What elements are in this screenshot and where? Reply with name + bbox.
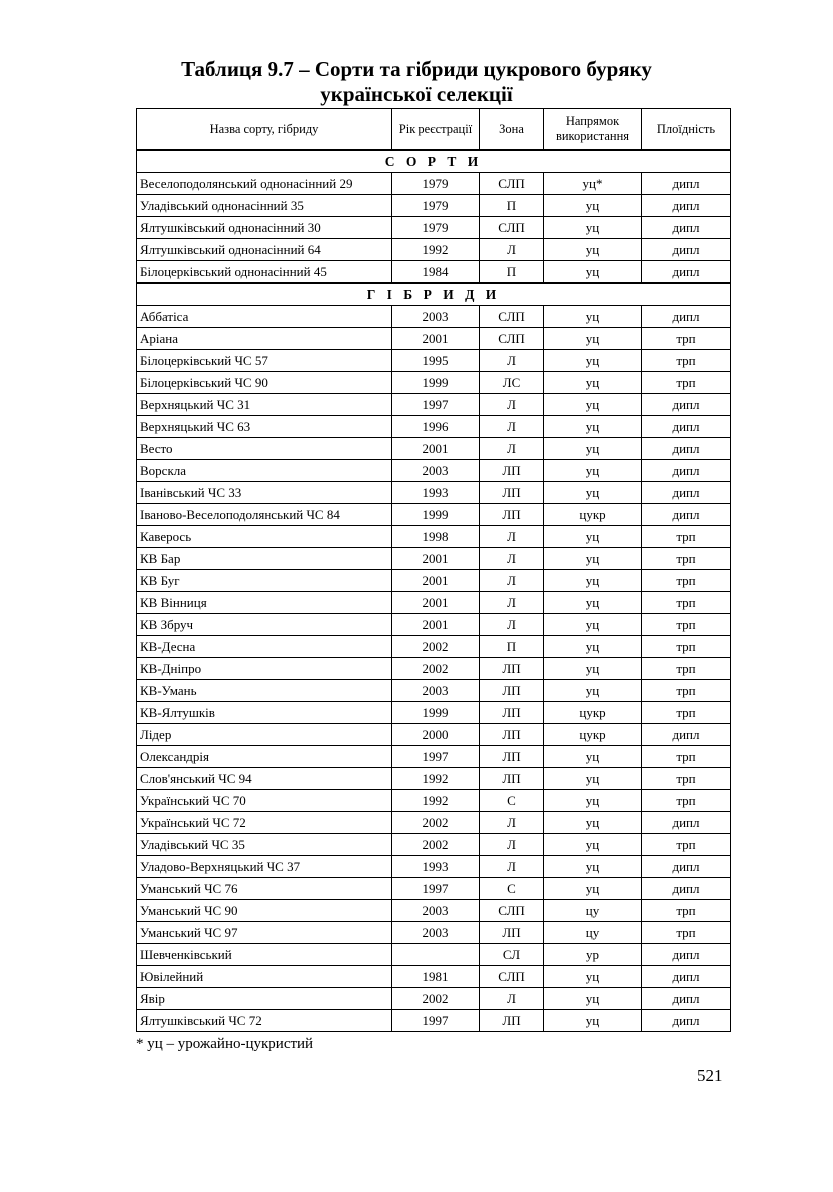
cell-use: уц xyxy=(544,988,642,1010)
cell-use: уц xyxy=(544,416,642,438)
table-row xyxy=(137,261,731,284)
cell-zone: СЛП xyxy=(480,217,544,239)
cell-zone: Л xyxy=(480,988,544,1010)
cell-name: Уладівський однонасінний 35 xyxy=(137,195,392,217)
cell-year: 2003 xyxy=(392,306,480,328)
cell-year: 1997 xyxy=(392,746,480,768)
cell-zone: Л xyxy=(480,350,544,372)
section-row xyxy=(137,150,731,173)
cell-zone: СЛП xyxy=(480,306,544,328)
cell-zone: Л xyxy=(480,526,544,548)
table-row xyxy=(137,548,731,570)
cell-zone: Л xyxy=(480,856,544,878)
cell-year: 1981 xyxy=(392,966,480,988)
cell-ploidy: трп xyxy=(642,570,731,592)
cell-use: уц xyxy=(544,658,642,680)
table-row xyxy=(137,614,731,636)
table-row xyxy=(137,526,731,548)
table-row xyxy=(137,746,731,768)
cell-zone: ЛП xyxy=(480,702,544,724)
table-row xyxy=(137,195,731,217)
cell-ploidy: дипл xyxy=(642,416,731,438)
table-row xyxy=(137,460,731,482)
table-row xyxy=(137,438,731,460)
table-row xyxy=(137,944,731,966)
table-title-line-1: Таблиця 9.7 – Сорти та гібриди цукрового буряку xyxy=(181,57,652,81)
cell-name: Лідер xyxy=(137,724,392,746)
table-row xyxy=(137,372,731,394)
header-year: Рік реєстрації xyxy=(392,109,480,151)
cell-ploidy: трп xyxy=(642,922,731,944)
cell-ploidy: трп xyxy=(642,768,731,790)
table-row xyxy=(137,768,731,790)
cell-zone: ЛП xyxy=(480,746,544,768)
cell-zone: Л xyxy=(480,812,544,834)
cell-ploidy: дипл xyxy=(642,438,731,460)
header-zone: Зона xyxy=(480,109,544,151)
cell-name: Слов'янський ЧС 94 xyxy=(137,768,392,790)
cell-ploidy: трп xyxy=(642,746,731,768)
cell-name: Аббатіса xyxy=(137,306,392,328)
cell-zone: СЛП xyxy=(480,900,544,922)
cell-name: Ворскла xyxy=(137,460,392,482)
cell-name: Уладівський ЧС 35 xyxy=(137,834,392,856)
cell-ploidy: дипл xyxy=(642,306,731,328)
cell-zone: Л xyxy=(480,394,544,416)
cell-use: уц xyxy=(544,746,642,768)
cell-name: Уманський ЧС 97 xyxy=(137,922,392,944)
varieties-table xyxy=(136,108,731,1032)
table-row xyxy=(137,922,731,944)
cell-use: уц xyxy=(544,680,642,702)
table-row xyxy=(137,482,731,504)
cell-use: уц xyxy=(544,570,642,592)
cell-year: 1999 xyxy=(392,702,480,724)
cell-ploidy: дипл xyxy=(642,261,731,284)
table-row xyxy=(137,966,731,988)
cell-use: уц xyxy=(544,526,642,548)
cell-use: уц xyxy=(544,261,642,284)
cell-zone: ЛП xyxy=(480,922,544,944)
cell-name: Верхняцький ЧС 31 xyxy=(137,394,392,416)
header-ploidy: Плоїдність xyxy=(642,109,731,151)
cell-use: уц xyxy=(544,768,642,790)
cell-ploidy: дипл xyxy=(642,217,731,239)
cell-ploidy: дипл xyxy=(642,988,731,1010)
cell-name: Ялтушківський однонасінний 64 xyxy=(137,239,392,261)
cell-ploidy: дипл xyxy=(642,195,731,217)
cell-name: Верхняцький ЧС 63 xyxy=(137,416,392,438)
cell-year: 2003 xyxy=(392,680,480,702)
cell-ploidy: трп xyxy=(642,834,731,856)
table-row xyxy=(137,504,731,526)
cell-zone: СЛП xyxy=(480,173,544,195)
cell-name: Аріана xyxy=(137,328,392,350)
cell-ploidy: дипл xyxy=(642,504,731,526)
cell-use: уц* xyxy=(544,173,642,195)
cell-name: КВ-Десна xyxy=(137,636,392,658)
table-row xyxy=(137,416,731,438)
cell-name: КВ Бар xyxy=(137,548,392,570)
cell-zone: Л xyxy=(480,570,544,592)
cell-year: 2002 xyxy=(392,988,480,1010)
cell-year: 2003 xyxy=(392,922,480,944)
cell-use: уц xyxy=(544,438,642,460)
cell-year: 1997 xyxy=(392,1010,480,1032)
cell-use: уц xyxy=(544,239,642,261)
cell-ploidy: дипл xyxy=(642,239,731,261)
cell-year: 1992 xyxy=(392,790,480,812)
table-body xyxy=(137,150,731,1032)
cell-name: Уладово-Верхняцький ЧС 37 xyxy=(137,856,392,878)
table-row xyxy=(137,878,731,900)
table-title-line-2: української селекції xyxy=(320,82,513,106)
cell-zone: ЛП xyxy=(480,504,544,526)
cell-ploidy: дипл xyxy=(642,724,731,746)
table-row xyxy=(137,350,731,372)
cell-use: уц xyxy=(544,878,642,900)
table-row xyxy=(137,394,731,416)
cell-use: уц xyxy=(544,372,642,394)
cell-use: уц xyxy=(544,834,642,856)
cell-name: Явір xyxy=(137,988,392,1010)
page-number: 521 xyxy=(697,1066,723,1085)
cell-use: уц xyxy=(544,790,642,812)
table-row xyxy=(137,570,731,592)
cell-zone: ЛП xyxy=(480,1010,544,1032)
cell-name: КВ-Умань xyxy=(137,680,392,702)
cell-use: уц xyxy=(544,482,642,504)
table-row xyxy=(137,812,731,834)
cell-ploidy: трп xyxy=(642,790,731,812)
cell-year: 1997 xyxy=(392,394,480,416)
cell-year: 2001 xyxy=(392,592,480,614)
cell-year: 1995 xyxy=(392,350,480,372)
cell-ploidy: дипл xyxy=(642,856,731,878)
cell-zone: ЛП xyxy=(480,658,544,680)
section-row xyxy=(137,283,731,306)
cell-zone: П xyxy=(480,636,544,658)
cell-year: 1992 xyxy=(392,768,480,790)
cell-use: цу xyxy=(544,922,642,944)
cell-name: Шевченківський xyxy=(137,944,392,966)
cell-name: КВ-Ялтушків xyxy=(137,702,392,724)
cell-year: 1997 xyxy=(392,878,480,900)
cell-ploidy: трп xyxy=(642,592,731,614)
cell-name: Уманський ЧС 90 xyxy=(137,900,392,922)
header-name: Назва сорту, гібриду xyxy=(137,109,392,151)
table-row xyxy=(137,680,731,702)
table-header-row xyxy=(137,109,731,151)
cell-year xyxy=(392,944,480,966)
cell-year: 1999 xyxy=(392,372,480,394)
table-row xyxy=(137,636,731,658)
cell-name: Каверось xyxy=(137,526,392,548)
cell-zone: Л xyxy=(480,416,544,438)
cell-ploidy: трп xyxy=(642,658,731,680)
table-row xyxy=(137,306,731,328)
cell-name: Український ЧС 70 xyxy=(137,790,392,812)
cell-name: КВ Збруч xyxy=(137,614,392,636)
cell-ploidy: дипл xyxy=(642,394,731,416)
cell-year: 2001 xyxy=(392,328,480,350)
cell-name: Іваново-Веселоподолянський ЧС 84 xyxy=(137,504,392,526)
cell-name: Весто xyxy=(137,438,392,460)
table-row xyxy=(137,702,731,724)
cell-name: Білоцерківський однонасінний 45 xyxy=(137,261,392,284)
cell-use: уц xyxy=(544,328,642,350)
cell-year: 1999 xyxy=(392,504,480,526)
cell-name: Ювілейний xyxy=(137,966,392,988)
table-row xyxy=(137,900,731,922)
cell-name: Олександрія xyxy=(137,746,392,768)
cell-zone: ЛС xyxy=(480,372,544,394)
cell-ploidy: трп xyxy=(642,900,731,922)
cell-zone: Л xyxy=(480,592,544,614)
cell-ploidy: трп xyxy=(642,702,731,724)
cell-zone: С xyxy=(480,790,544,812)
cell-use: уц xyxy=(544,636,642,658)
cell-use: уц xyxy=(544,812,642,834)
cell-year: 2000 xyxy=(392,724,480,746)
table-row xyxy=(137,239,731,261)
cell-zone: СЛ xyxy=(480,944,544,966)
cell-ploidy: трп xyxy=(642,614,731,636)
cell-zone: ЛП xyxy=(480,482,544,504)
cell-zone: П xyxy=(480,261,544,284)
section-label: Г І Б Р И Д И xyxy=(137,283,731,306)
cell-zone: С xyxy=(480,878,544,900)
table-row xyxy=(137,328,731,350)
cell-ploidy: трп xyxy=(642,636,731,658)
cell-year: 1984 xyxy=(392,261,480,284)
cell-zone: ЛП xyxy=(480,768,544,790)
section-label: С О Р Т И xyxy=(137,150,731,173)
cell-ploidy: дипл xyxy=(642,173,731,195)
cell-year: 2003 xyxy=(392,900,480,922)
cell-use: цу xyxy=(544,900,642,922)
cell-zone: Л xyxy=(480,614,544,636)
cell-ploidy: трп xyxy=(642,526,731,548)
cell-year: 2002 xyxy=(392,658,480,680)
table-row xyxy=(137,988,731,1010)
table-row xyxy=(137,658,731,680)
cell-name: Уманський ЧС 76 xyxy=(137,878,392,900)
header-use: Напрямок використання xyxy=(544,109,642,151)
cell-use: уц xyxy=(544,460,642,482)
cell-zone: Л xyxy=(480,834,544,856)
cell-year: 1979 xyxy=(392,173,480,195)
cell-zone: ЛП xyxy=(480,724,544,746)
cell-use: уц xyxy=(544,195,642,217)
table-row xyxy=(137,856,731,878)
table-row xyxy=(137,790,731,812)
cell-use: уц xyxy=(544,614,642,636)
cell-zone: ЛП xyxy=(480,680,544,702)
cell-year: 2001 xyxy=(392,570,480,592)
cell-name: Білоцерківський ЧС 57 xyxy=(137,350,392,372)
cell-ploidy: трп xyxy=(642,350,731,372)
cell-year: 1979 xyxy=(392,195,480,217)
cell-use: уц xyxy=(544,350,642,372)
cell-use: уц xyxy=(544,548,642,570)
cell-year: 1993 xyxy=(392,482,480,504)
cell-use: цукр xyxy=(544,504,642,526)
cell-ploidy: дипл xyxy=(642,812,731,834)
table-row xyxy=(137,834,731,856)
cell-year: 1992 xyxy=(392,239,480,261)
cell-ploidy: трп xyxy=(642,680,731,702)
table-row xyxy=(137,724,731,746)
cell-year: 1993 xyxy=(392,856,480,878)
table-row xyxy=(137,217,731,239)
table-row xyxy=(137,173,731,195)
cell-ploidy: трп xyxy=(642,548,731,570)
cell-zone: ЛП xyxy=(480,460,544,482)
cell-year: 2001 xyxy=(392,614,480,636)
cell-use: уц xyxy=(544,306,642,328)
cell-name: Веселоподолянський однонасінний 29 xyxy=(137,173,392,195)
cell-use: ур xyxy=(544,944,642,966)
cell-year: 2002 xyxy=(392,834,480,856)
cell-ploidy: дипл xyxy=(642,1010,731,1032)
cell-use: уц xyxy=(544,217,642,239)
cell-ploidy: дипл xyxy=(642,966,731,988)
cell-ploidy: трп xyxy=(642,328,731,350)
cell-year: 2003 xyxy=(392,460,480,482)
cell-use: уц xyxy=(544,1010,642,1032)
cell-year: 1996 xyxy=(392,416,480,438)
cell-ploidy: дипл xyxy=(642,460,731,482)
cell-use: цукр xyxy=(544,702,642,724)
table-row xyxy=(137,592,731,614)
cell-zone: Л xyxy=(480,239,544,261)
cell-name: Білоцерківський ЧС 90 xyxy=(137,372,392,394)
cell-zone: СЛП xyxy=(480,966,544,988)
cell-ploidy: дипл xyxy=(642,482,731,504)
cell-year: 1979 xyxy=(392,217,480,239)
footnote: * уц – урожайно-цукристий xyxy=(136,1036,314,1052)
cell-name: Ялтушківський ЧС 72 xyxy=(137,1010,392,1032)
cell-name: КВ-Дніпро xyxy=(137,658,392,680)
cell-zone: Л xyxy=(480,438,544,460)
cell-year: 2002 xyxy=(392,812,480,834)
cell-ploidy: дипл xyxy=(642,878,731,900)
cell-year: 2001 xyxy=(392,548,480,570)
cell-ploidy: дипл xyxy=(642,944,731,966)
cell-name: КВ Буг xyxy=(137,570,392,592)
cell-use: цукр xyxy=(544,724,642,746)
cell-use: уц xyxy=(544,856,642,878)
cell-zone: Л xyxy=(480,548,544,570)
cell-zone: П xyxy=(480,195,544,217)
cell-name: КВ Вінниця xyxy=(137,592,392,614)
cell-name: Український ЧС 72 xyxy=(137,812,392,834)
cell-year: 2001 xyxy=(392,438,480,460)
cell-year: 2002 xyxy=(392,636,480,658)
cell-ploidy: трп xyxy=(642,372,731,394)
table-row xyxy=(137,1010,731,1032)
cell-zone: СЛП xyxy=(480,328,544,350)
cell-name: Іванівський ЧС 33 xyxy=(137,482,392,504)
cell-use: уц xyxy=(544,592,642,614)
cell-use: уц xyxy=(544,966,642,988)
cell-use: уц xyxy=(544,394,642,416)
cell-name: Ялтушківський однонасінний 30 xyxy=(137,217,392,239)
cell-year: 1998 xyxy=(392,526,480,548)
